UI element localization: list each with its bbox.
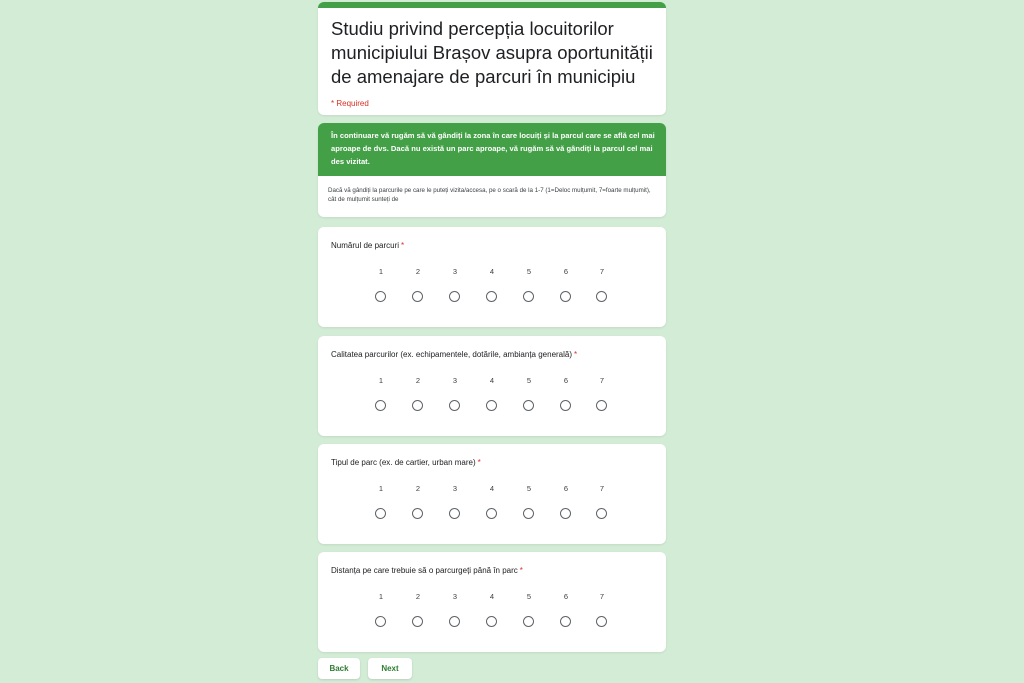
radio-option[interactable] xyxy=(560,400,571,411)
question-title xyxy=(331,350,577,359)
scale-label: 3 xyxy=(452,267,458,276)
scale-label: 7 xyxy=(599,267,605,276)
question-title-text: Tipul de parc (ex. de cartier, urban mare) xyxy=(331,458,476,467)
question-title-text: Numărul de parcuri xyxy=(331,241,400,250)
radio-option[interactable] xyxy=(412,616,423,627)
required-star: * xyxy=(401,241,405,250)
scale-label: 1 xyxy=(378,484,384,493)
scale-label: 4 xyxy=(489,376,495,385)
scale-label: 4 xyxy=(489,592,495,601)
scale-label: 6 xyxy=(563,484,569,493)
radio-option[interactable] xyxy=(412,508,423,519)
radio-option[interactable] xyxy=(449,400,460,411)
scale-label: 3 xyxy=(452,376,458,385)
question-card xyxy=(318,444,666,544)
radio-option[interactable] xyxy=(523,508,534,519)
scale-label: 1 xyxy=(378,267,384,276)
scale-label: 2 xyxy=(415,592,421,601)
radio-option[interactable] xyxy=(596,616,607,627)
question-title xyxy=(331,241,404,250)
scale-label: 2 xyxy=(415,484,421,493)
radio-option[interactable] xyxy=(486,616,497,627)
scale-label: 6 xyxy=(563,376,569,385)
scale-label: 7 xyxy=(599,376,605,385)
scale-label: 2 xyxy=(415,267,421,276)
question-title-text: Distanța pe care trebuie să o parcurgeți până în parc xyxy=(331,566,518,575)
scale-label: 2 xyxy=(415,376,421,385)
question-title-text: Calitatea parcurilor (ex. echipamentele, dotările, ambianța generală) xyxy=(331,350,573,359)
form-title: Studiu privind percepția locuitorilor municipiului Brașov asupra oportunității de amenajare de parcuri în municipiu xyxy=(331,18,653,87)
question-title xyxy=(331,566,523,575)
question-card xyxy=(318,227,666,327)
radio-option[interactable] xyxy=(523,616,534,627)
radio-option[interactable] xyxy=(375,400,386,411)
scale-label: 3 xyxy=(452,484,458,493)
question-title xyxy=(331,458,481,467)
required-star: * xyxy=(519,566,523,575)
next-button[interactable]: Next xyxy=(368,658,412,679)
section-header: În continuare vă rugăm să vă gândiți la zona în care locuiți și la parcul care se află cel mai aproape de dvs. Dacă nu există un parc aproape, vă rugăm să vă gândiți la parcul cel mai des vizitat. xyxy=(318,123,666,176)
section-card xyxy=(318,123,666,217)
scale-label: 5 xyxy=(526,592,532,601)
radio-option[interactable] xyxy=(486,291,497,302)
scale-label: 3 xyxy=(452,592,458,601)
radio-option[interactable] xyxy=(523,291,534,302)
radio-option[interactable] xyxy=(412,400,423,411)
radio-option[interactable] xyxy=(486,400,497,411)
radio-option[interactable] xyxy=(375,616,386,627)
question-card xyxy=(318,336,666,436)
radio-option[interactable] xyxy=(449,616,460,627)
scale-label: 7 xyxy=(599,484,605,493)
scale-label: 5 xyxy=(526,376,532,385)
scale-label: 5 xyxy=(526,484,532,493)
radio-option[interactable] xyxy=(412,291,423,302)
radio-option[interactable] xyxy=(486,508,497,519)
scale-label: 4 xyxy=(489,484,495,493)
scale-label: 7 xyxy=(599,592,605,601)
question-card xyxy=(318,552,666,652)
radio-option[interactable] xyxy=(449,291,460,302)
scale-label: 1 xyxy=(378,376,384,385)
radio-option[interactable] xyxy=(596,400,607,411)
radio-option[interactable] xyxy=(375,291,386,302)
back-button[interactable]: Back xyxy=(318,658,360,679)
required-note: * Required xyxy=(331,99,369,108)
scale-label: 6 xyxy=(563,592,569,601)
required-star: * xyxy=(477,458,481,467)
radio-option[interactable] xyxy=(560,616,571,627)
radio-option[interactable] xyxy=(375,508,386,519)
scale-label: 1 xyxy=(378,592,384,601)
radio-option[interactable] xyxy=(449,508,460,519)
section-description: Dacă vă gândiți la parcurile pe care le puteți vizita/accesa, pe o scară de la 1-7 (1=Deloc mulțumit, 7=foarte mulțumit), cât de mulțumit sunteți de xyxy=(328,187,651,203)
radio-option[interactable] xyxy=(560,291,571,302)
scale-label: 6 xyxy=(563,267,569,276)
radio-option[interactable] xyxy=(560,508,571,519)
scale-label: 5 xyxy=(526,267,532,276)
form-title-card xyxy=(318,2,666,115)
radio-option[interactable] xyxy=(523,400,534,411)
radio-option[interactable] xyxy=(596,508,607,519)
scale-label: 4 xyxy=(489,267,495,276)
required-star: * xyxy=(574,350,578,359)
radio-option[interactable] xyxy=(596,291,607,302)
